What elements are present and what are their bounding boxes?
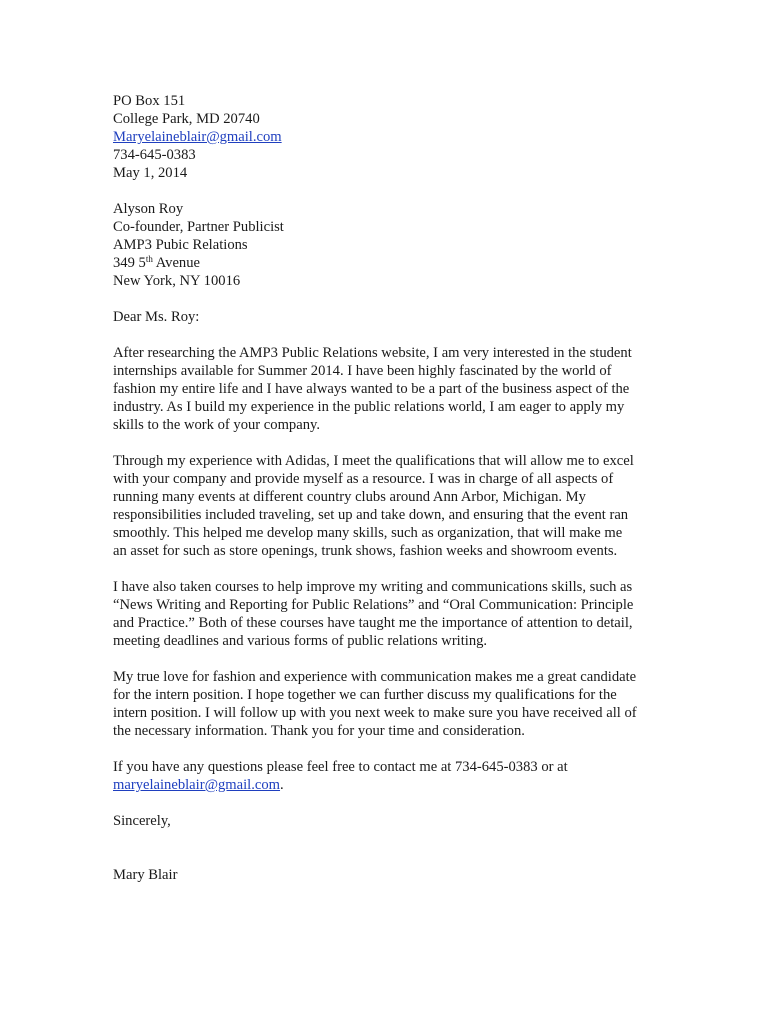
signoff: Sincerely, — [113, 813, 171, 829]
closing-period: . — [280, 777, 284, 793]
body-paragraph-1 — [113, 344, 658, 434]
recipient-company: AMP3 Pubic Relations — [113, 237, 248, 253]
paragraph-line: meeting deadlines and various forms of public relations writing. — [113, 633, 488, 649]
paragraph-line: running many events at different country clubs around Ann Arbor, Michigan. My — [113, 489, 586, 505]
closing-paragraph — [113, 758, 658, 794]
paragraph-line: and Practice.” Both of these courses have taught me the importance of attention to detail, — [113, 615, 633, 631]
street-ordinal-suffix: th — [145, 254, 153, 264]
recipient-block — [113, 200, 658, 290]
sender-block — [113, 92, 658, 182]
recipient-city-state-zip: New York, NY 10016 — [113, 273, 241, 289]
body-paragraph-4 — [113, 668, 658, 740]
paragraph-line: smoothly. This helped me develop many skills, such as organization, that will make me — [113, 525, 623, 541]
street-name: Avenue — [152, 255, 201, 271]
body-paragraph-2 — [113, 452, 658, 560]
paragraph-line: I have also taken courses to help improve my writing and communications skills, such as — [113, 579, 633, 595]
paragraph-line: After researching the AMP3 Public Relations website, I am very interested in the student — [113, 345, 632, 361]
paragraph-line: intern position. I will follow up with you next week to make sure you have received all of — [113, 705, 637, 721]
sender-phone: 734-645-0383 — [113, 147, 196, 163]
paragraph-line: If you have any questions please feel free to contact me at 734-645-0383 or at — [113, 759, 568, 775]
recipient-title: Co-founder, Partner Publicist — [113, 219, 284, 235]
contact-email-link[interactable]: maryelaineblair@gmail.com — [113, 777, 281, 793]
body-paragraph-3 — [113, 578, 658, 650]
recipient-name: Alyson Roy — [113, 201, 184, 217]
sender-address-line1: PO Box 151 — [113, 93, 186, 109]
paragraph-line: Through my experience with Adidas, I meet the qualifications that will allow me to excel — [113, 453, 634, 469]
paragraph-line: “News Writing and Reporting for Public Relations” and “Oral Communication: Principle — [113, 597, 634, 613]
paragraph-line: My true love for fashion and experience with communication makes me a great candidate — [113, 669, 637, 685]
letter — [113, 92, 658, 884]
paragraph-line: for the intern position. I hope together we can further discuss my qualifications for the — [113, 687, 617, 703]
paragraph-line: internships available for Summer 2014. I have been highly fascinated by the world of — [113, 363, 612, 379]
paragraph-line: industry. As I build my experience in the public relations world, I am eager to apply my — [113, 399, 625, 415]
paragraph-line: an asset for such as store openings, trunk shows, fashion weeks and showroom events. — [113, 543, 618, 559]
paragraph-line: the necessary information. Thank you for your time and consideration. — [113, 723, 525, 739]
paragraph-line: responsibilities included traveling, set up and take down, and ensuring that the event ran — [113, 507, 629, 523]
salutation: Dear Ms. Roy: — [113, 309, 200, 325]
recipient-street — [113, 254, 658, 272]
sender-address-line2: College Park, MD 20740 — [113, 111, 260, 127]
paragraph-line: with your company and provide myself as a resource. I was in charge of all aspects of — [113, 471, 614, 487]
paragraph-line: fashion my entire life and I have always wanted to be a part of the business aspect of the — [113, 381, 630, 397]
sender-email-link[interactable]: Maryelaineblair@gmail.com — [113, 129, 282, 145]
street-number: 349 5 — [113, 255, 146, 271]
paragraph-line: skills to the work of your company. — [113, 417, 320, 433]
signature-name: Mary Blair — [113, 867, 178, 883]
letter-date: May 1, 2014 — [113, 165, 188, 181]
